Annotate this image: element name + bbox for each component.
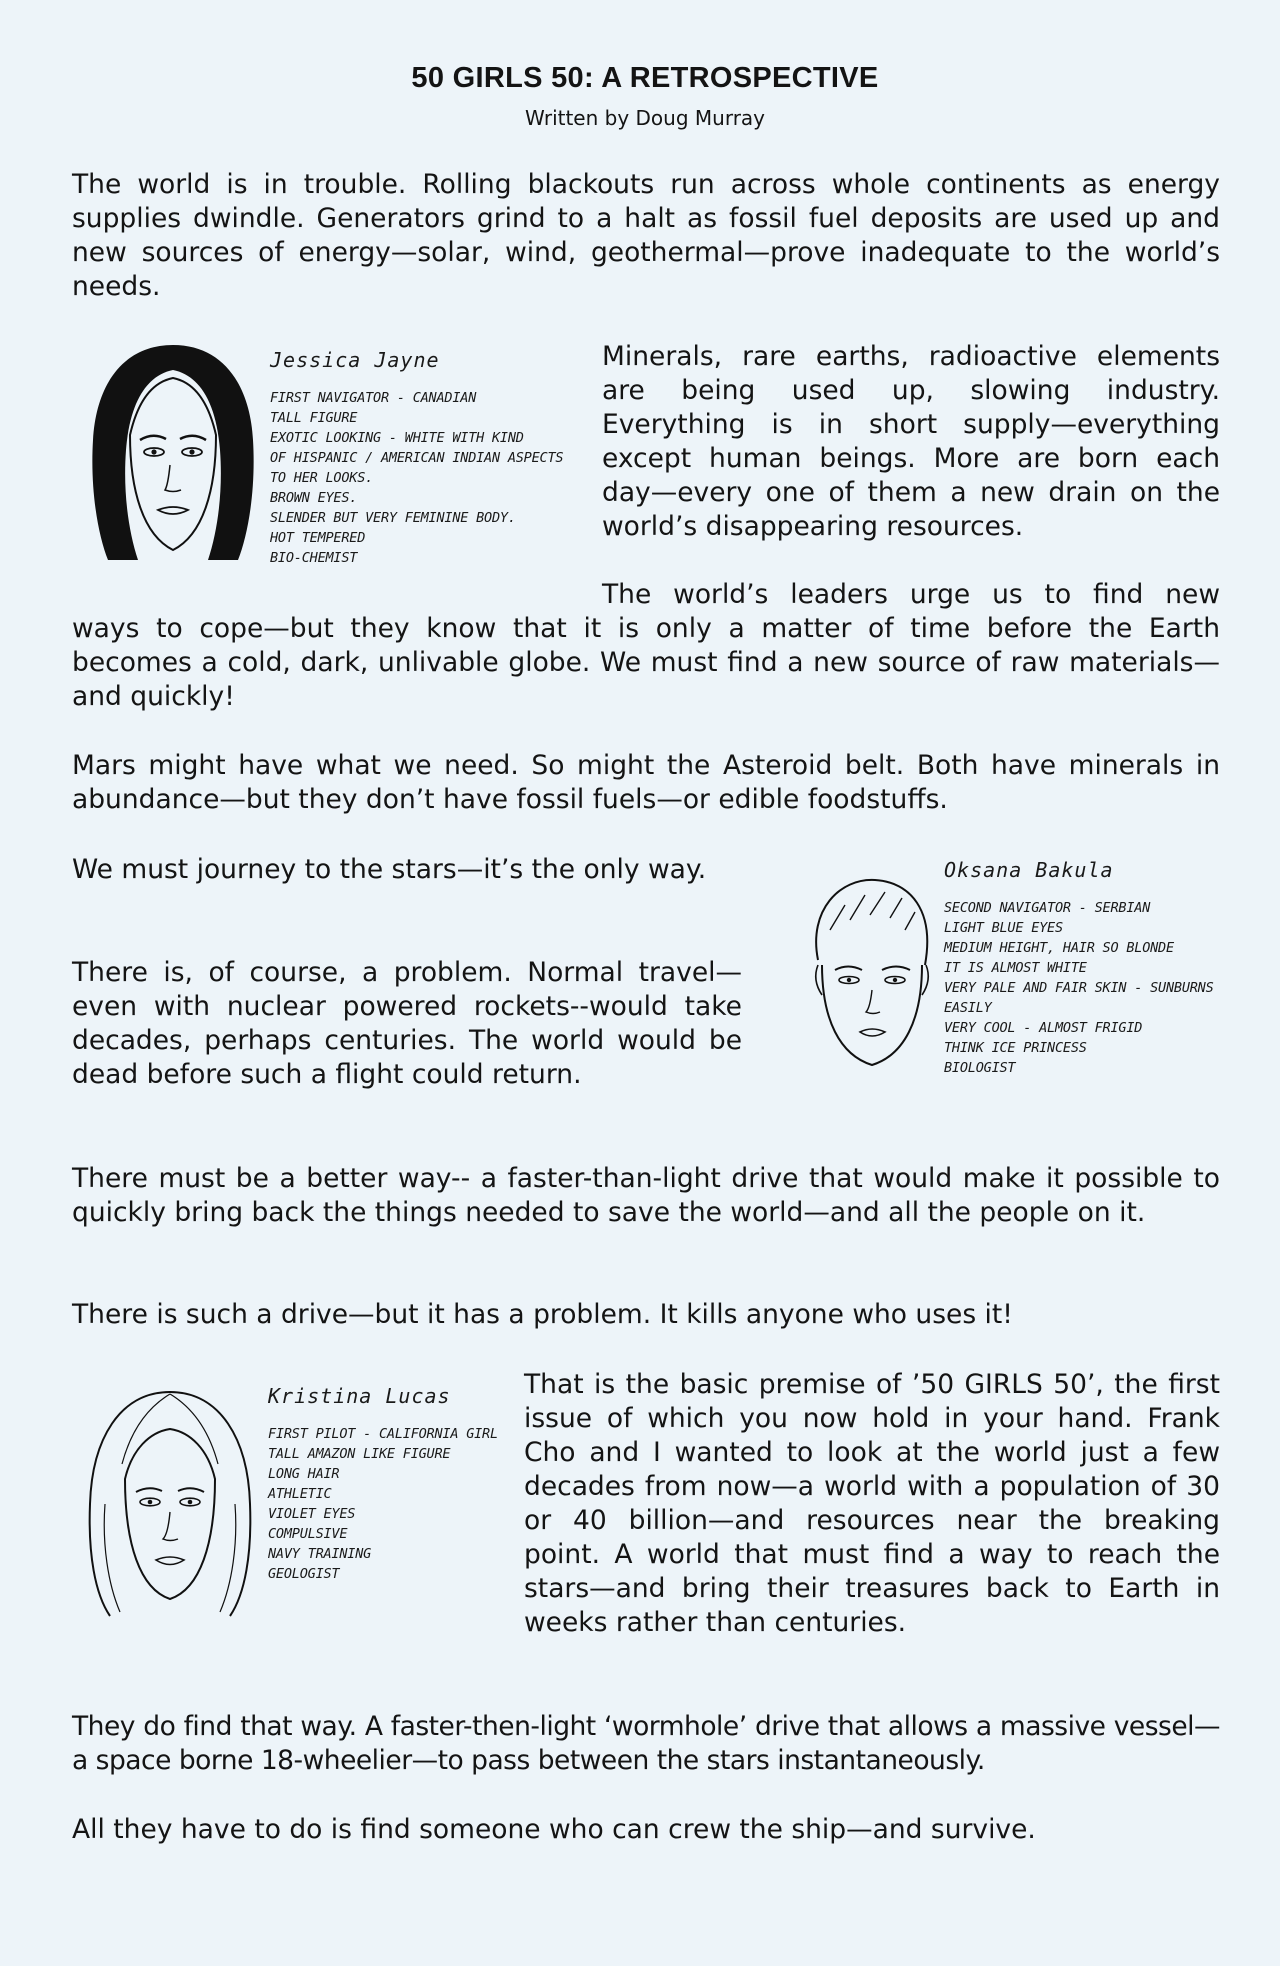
paragraph-leaders-start: The world’s leaders urge us to find new [602, 579, 1220, 610]
note-line: FIRST NAVIGATOR - CANADIAN [270, 390, 477, 406]
kristina-lucas-notes [268, 1384, 498, 1584]
note-line: OF HISPANIC / AMERICAN INDIAN ASPECTS [270, 450, 564, 466]
jessica-jayne-portrait [78, 340, 268, 565]
note-line: COMPULSIVE [268, 1526, 348, 1542]
note-line: HOT TEMPERED [270, 530, 366, 546]
note-line: ATHLETIC [268, 1486, 332, 1502]
note-line: NAVY TRAINING [268, 1546, 372, 1562]
kristina-lucas-portrait [70, 1384, 270, 1624]
note-line: VIOLET EYES [268, 1506, 356, 1522]
article-title: 50 GIRLS 50: A RETROSPECTIVE [411, 62, 879, 94]
note-line: MEDIUM HEIGHT, HAIR SO BLONDE [944, 940, 1174, 956]
note-line: BIO-CHEMIST [270, 550, 358, 566]
note-line: BIOLOGIST [944, 1060, 1016, 1076]
note-line: BROWN EYES. [270, 490, 358, 506]
paragraph-wormhole: They do find that way. A faster-then-light ‘wormhole’ drive that allows a massive vessel—a space borne 18-wheelier—to pass between the stars instantaneously. [72, 1711, 1220, 1776]
oksana-bakula-name: Oksana Bakula [944, 858, 1114, 882]
note-line: TALL FIGURE [270, 410, 358, 426]
paragraph-leaders: ways to cope—but they know that it is only a matter of time before the Earth becomes a cold, dark, unlivable globe. We must find a new source of raw materials—and quickly! [72, 613, 1220, 712]
paragraph-premise: That is the basic premise of ’50 GIRLS 50’, the first issue of which you now hold in your hand. Frank Cho and I wanted to look at the world just a few decades from now—a world with a population of 30 or 40 billion—and resources near the breaking point. A world that must find a way to reach the stars—and bring their treasures back to Earth in weeks rather than centuries. [524, 1369, 1220, 1638]
note-line: LONG HAIR [268, 1466, 340, 1482]
note-line: EXOTIC LOOKING - WHITE WITH KIND [270, 430, 524, 446]
note-line: TO HER LOOKS. [270, 470, 374, 486]
paragraph-drive: There is such a drive—but it has a problem. It kills anyone who uses it! [72, 1299, 1013, 1330]
oksana-bakula-portrait [790, 870, 950, 1070]
note-line: IT IS ALMOST WHITE [944, 960, 1087, 976]
note-line: LIGHT BLUE EYES [944, 920, 1063, 936]
paragraph-intro: The world is in trouble. Rolling blackouts run across whole continents as energy supplies dwindle. Generators grind to a halt as fossil fuel deposits are used up and new sources of energy—solar, wind, geothermal—prove inadequate to the world’s needs. [72, 169, 1220, 302]
note-line: TALL AMAZON LIKE FIGURE [268, 1446, 451, 1462]
paragraph-journey: We must journey to the stars—it’s the only way. [72, 854, 707, 885]
note-line: FIRST PILOT - CALIFORNIA GIRL [268, 1426, 498, 1442]
note-line: EASILY [944, 1000, 992, 1016]
jessica-jayne-name: Jessica Jayne [270, 348, 440, 372]
note-line: SECOND NAVIGATOR - SERBIAN [944, 900, 1151, 916]
note-line: VERY PALE AND FAIR SKIN - SUNBURNS [944, 980, 1214, 996]
paragraph-mars: Mars might have what we need. So might the Asteroid belt. Both have minerals in abundance—but they don’t have fossil fuels—or edible foodstuffs. [72, 750, 1220, 815]
note-line: GEOLOGIST [268, 1566, 340, 1582]
oksana-bakula-notes [944, 858, 1214, 1078]
paragraph-problem: There is, of course, a problem. Normal travel—even with nuclear powered rockets--would take decades, perhaps centuries. The world would be dead before such a flight could return. [72, 957, 742, 1090]
note-line: THINK ICE PRINCESS [944, 1040, 1087, 1056]
jessica-jayne-notes [270, 348, 563, 568]
paragraph-crew: All they have to do is find someone who can crew the ship—and survive. [72, 1814, 1036, 1845]
article-byline: Written by Doug Murray [524, 106, 766, 130]
note-line: VERY COOL - ALMOST FRIGID [944, 1020, 1143, 1036]
paragraph-minerals: Minerals, rare earths, radioactive elements are being used up, slowing industry. Everything is in short supply—everything except human beings. More are born each day—every one of them a new drain on the world’s disappearing resources. [602, 341, 1220, 542]
kristina-lucas-name: Kristina Lucas [268, 1384, 451, 1408]
note-line: SLENDER BUT VERY FEMININE BODY. [270, 510, 516, 526]
paragraph-better-way: There must be a better way-- a faster-than-light drive that would make it possible to quickly bring back the things needed to save the world—and all the people on it. [72, 1163, 1220, 1228]
